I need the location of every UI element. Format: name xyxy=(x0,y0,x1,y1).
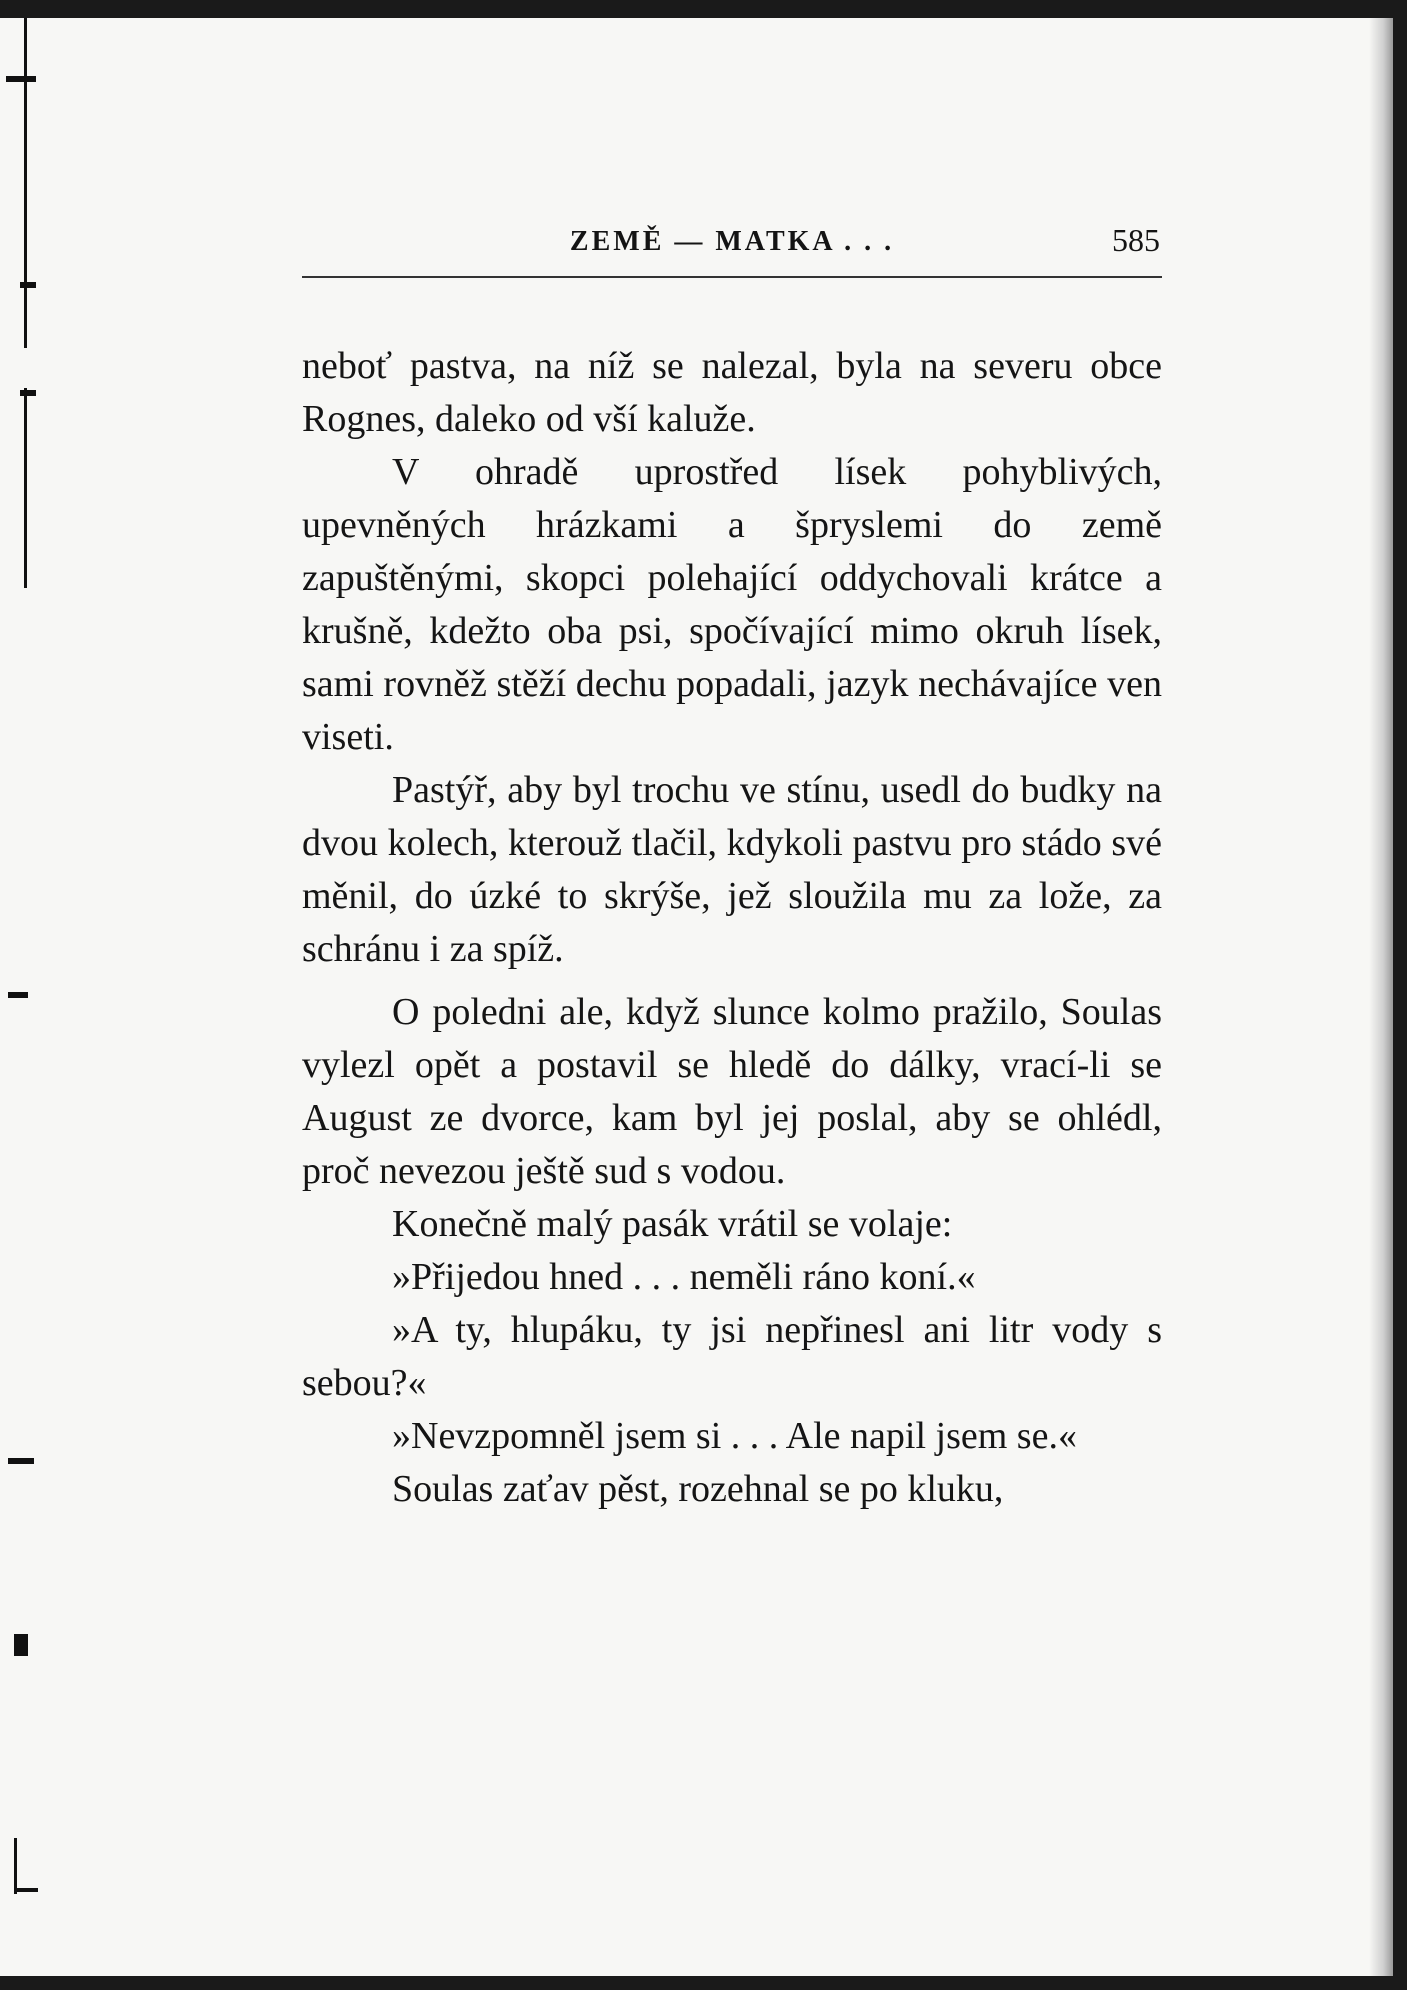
binding-mark xyxy=(8,1458,34,1464)
paragraph: Pastýř, aby byl trochu ve stínu, usedl do budky na dvou kolech, kterouž tlačil, kdykoli pastvu pro stádo své měnil, do úzké to skrýše, jež sloužila mu za lože, za schránu i za spíž. xyxy=(302,769,1162,970)
paragraph: O poledni ale, když slunce kolmo pražilo, Soulas vylezl opět a postavil se hledě do dálky, vrací-li se August ze dvorce, kam byl jej poslal, aby se ohlédl, proč nevezou ještě sud s vodou. xyxy=(302,991,1162,1192)
dialogue-line: »Nevzpomněl jsem si . . . Ale napil jsem se.« xyxy=(392,1415,1077,1457)
binding-mark xyxy=(6,76,36,82)
paragraph: Soulas zaťav pěst, rozehnal se po kluku, xyxy=(392,1468,1004,1510)
page-edge-shadow xyxy=(1369,18,1393,1976)
binding-mark xyxy=(20,390,36,396)
page-header xyxy=(302,220,1162,278)
binding-line xyxy=(24,388,27,588)
page-number: 585 xyxy=(1112,222,1160,258)
body-text xyxy=(302,340,1162,1516)
binding-mark xyxy=(14,1888,38,1892)
dialogue-line: »A ty, hlupáku, ty jsi nepřinesl ani litr vody s sebou?« xyxy=(302,1309,1162,1404)
binding-mark xyxy=(14,1634,28,1656)
binding-edge xyxy=(0,18,40,1976)
binding-line xyxy=(14,1838,17,1894)
binding-mark xyxy=(8,992,28,998)
running-title: ZEMĚ — MATKA . . . xyxy=(569,226,895,257)
paragraph: Konečně malý pasák vrátil se volaje: xyxy=(392,1203,953,1245)
dialogue-line: »Přijedou hned . . . neměli ráno koní.« xyxy=(392,1256,976,1298)
book-page xyxy=(0,18,1393,1976)
paragraph: V ohradě uprostřed lísek pohyblivých, upevněných hrázkami a špryslemi do země zapuštěnými, skopci polehající oddychovali krátce a krušně, kdežto oba psi, spočívající mimo okruh lísek, sami rovněž stěží dechu popadali, jazyk nechávajíce ven viseti. xyxy=(302,451,1162,758)
binding-line xyxy=(24,18,27,348)
paragraph: neboť pastva, na níž se nalezal, byla na severu obce Rognes, daleko od vší kaluže. xyxy=(302,345,1162,440)
binding-mark xyxy=(20,282,36,288)
